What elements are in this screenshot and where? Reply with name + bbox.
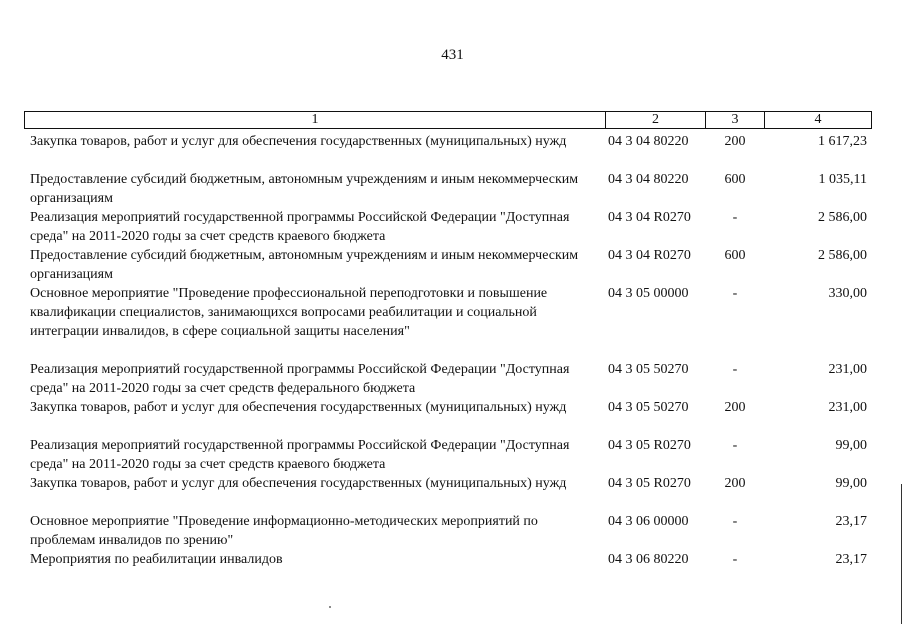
- row-expense-type: 200: [724, 400, 746, 415]
- row-code: 04 3 04 R0270: [608, 248, 691, 263]
- row-expense-type: -: [732, 362, 738, 377]
- header-col-2: 2: [652, 112, 659, 127]
- row-amount: 2 586,00: [818, 210, 867, 225]
- row-expense-type: -: [732, 438, 738, 453]
- row-code: 04 3 04 R0270: [608, 210, 691, 225]
- header-col-1: 1: [311, 112, 319, 127]
- row-expense-type: -: [732, 286, 738, 301]
- row-name: Основное мероприятие "Проведение информационно-методических мероприятий по проблемам инвалидов по зрению": [30, 514, 538, 548]
- row-code: 04 3 04 80220: [608, 172, 689, 187]
- row-name: Закупка товаров, работ и услуг для обеспечения государственных (муниципальных) нужд: [30, 476, 567, 491]
- row-expense-type: -: [732, 552, 738, 567]
- row-name: Основное мероприятие "Проведение профессиональной переподготовки и повышение квалификации специалистов, занимающихся вопросами реабилитации и социальной интеграции инвалидов, в сфере социальной защиты населения": [30, 286, 548, 339]
- row-amount: 231,00: [828, 400, 867, 415]
- row-amount: 99,00: [835, 476, 867, 491]
- row-expense-type: 200: [724, 476, 746, 491]
- row-code: 04 3 05 50270: [608, 400, 689, 415]
- row-name: Предоставление субсидий бюджетным, автономным учреждениям и иным некоммерческим организациям: [30, 248, 579, 282]
- row-expense-type: 600: [724, 248, 746, 263]
- row-name: Реализация мероприятий государственной программы Российской Федерации "Доступная среда" на 2011-2020 годы за счет средств федерального бюджета: [30, 362, 570, 396]
- row-code: 04 3 05 00000: [608, 286, 689, 301]
- row-amount: 330,00: [828, 286, 867, 301]
- row-name: Закупка товаров, работ и услуг для обеспечения государственных (муниципальных) нужд: [30, 134, 567, 149]
- row-name: Реализация мероприятий государственной программы Российской Федерации "Доступная среда" на 2011-2020 годы за счет средств краевого бюджета: [30, 438, 570, 472]
- row-code: 04 3 05 R0270: [608, 476, 691, 491]
- page-number: 431: [441, 47, 464, 63]
- row-code: 04 3 05 R0270: [608, 438, 691, 453]
- row-name: Закупка товаров, работ и услуг для обеспечения государственных (муниципальных) нужд: [30, 400, 567, 415]
- row-code: 04 3 04 80220: [608, 134, 689, 149]
- row-amount: 23,17: [835, 514, 867, 529]
- row-amount: 1 617,23: [818, 134, 867, 149]
- row-code: 04 3 05 50270: [608, 362, 689, 377]
- row-name: Мероприятия по реабилитации инвалидов: [30, 552, 283, 567]
- row-amount: 2 586,00: [818, 248, 867, 263]
- row-expense-type: -: [732, 210, 738, 225]
- row-name: Реализация мероприятий государственной программы Российской Федерации "Доступная среда" на 2011-2020 годы за счет средств краевого бюджета: [30, 210, 570, 244]
- header-col-3: 3: [731, 112, 739, 127]
- header-col-4: 4: [814, 112, 822, 127]
- row-expense-type: 600: [724, 172, 746, 187]
- row-amount: 99,00: [835, 438, 867, 453]
- row-expense-type: -: [732, 514, 738, 529]
- row-amount: 23,17: [835, 552, 867, 567]
- scan-speck: [329, 606, 331, 608]
- row-amount: 1 035,11: [818, 172, 867, 187]
- row-name: Предоставление субсидий бюджетным, автономным учреждениям и иным некоммерческим организациям: [30, 172, 579, 206]
- row-amount: 231,00: [828, 362, 867, 377]
- row-code: 04 3 06 80220: [608, 552, 689, 567]
- row-code: 04 3 06 00000: [608, 514, 689, 529]
- scan-edge-line: [901, 484, 902, 624]
- row-expense-type: 200: [724, 134, 746, 149]
